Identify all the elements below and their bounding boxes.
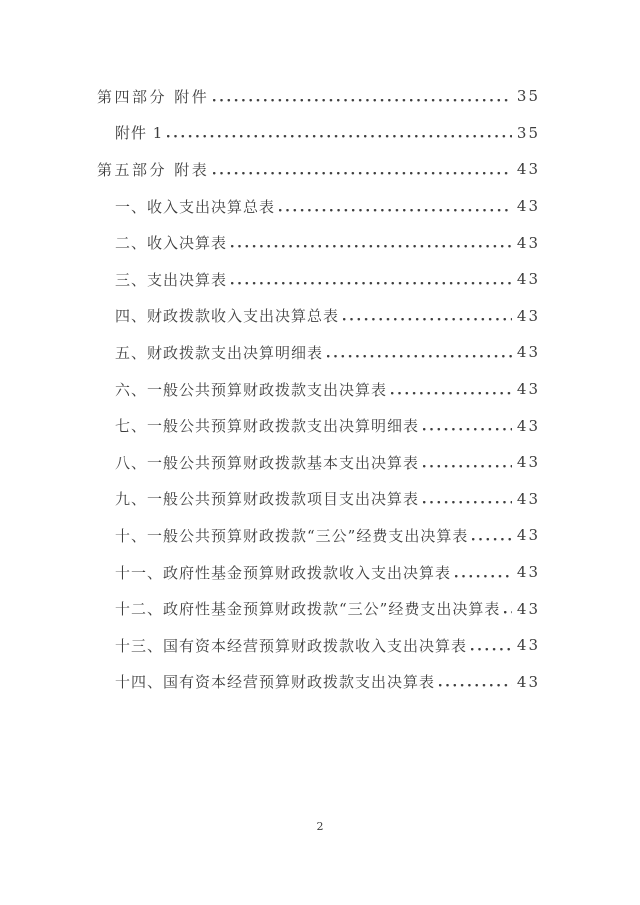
toc-entry: [97, 188, 540, 225]
toc-entry-label: 二、收入决算表: [115, 234, 228, 253]
toc-entry-page: 43: [516, 636, 540, 655]
toc-entry-page: 43: [516, 599, 540, 618]
toc-entry: [97, 115, 540, 152]
toc-entry: [97, 151, 540, 188]
toc-dot-leader: [423, 491, 512, 506]
toc-entry-page: 43: [516, 453, 540, 472]
toc-entry: [97, 554, 540, 591]
toc-entry-page: 43: [516, 526, 540, 545]
toc-dot-leader: [279, 199, 512, 214]
toc-entry-label: 九、一般公共预算财政拨款项目支出决算表: [115, 490, 420, 509]
toc-dot-leader: [327, 345, 512, 360]
toc-dot-leader: [439, 674, 512, 689]
toc-entry-page: 43: [516, 197, 540, 216]
toc-dot-leader: [213, 89, 512, 104]
toc-dot-leader: [231, 235, 512, 250]
toc-entry-page: 43: [516, 416, 540, 435]
toc-entry-page: 35: [516, 123, 540, 142]
table-of-contents: [97, 78, 540, 700]
toc-entry: [97, 261, 540, 298]
toc-dot-leader: [471, 638, 512, 653]
toc-entry: [97, 334, 540, 371]
toc-entry-page: 43: [516, 306, 540, 325]
toc-dot-leader: [167, 125, 512, 140]
toc-entry-page: 43: [516, 343, 540, 362]
toc-dot-leader: [213, 162, 512, 177]
toc-entry-label: 八、一般公共预算财政拨款基本支出决算表: [115, 453, 420, 472]
toc-entry-label: 附件 1: [115, 124, 164, 143]
toc-entry-label: 十、一般公共预算财政拨款“三公”经费支出决算表: [115, 526, 469, 545]
toc-entry: [97, 517, 540, 554]
toc-entry-label: 四、财政拨款收入支出决算总表: [115, 307, 340, 326]
toc-entry-label: 七、一般公共预算财政拨款支出决算明细表: [115, 417, 420, 436]
toc-dot-leader: [423, 455, 512, 470]
toc-entry: [97, 444, 540, 481]
toc-entry-label: 十二、政府性基金预算财政拨款“三公”经费支出决算表: [115, 600, 501, 619]
page-footer: [0, 820, 640, 833]
toc-entry: [97, 590, 540, 627]
toc-entry-page: 43: [516, 489, 540, 508]
toc-dot-leader: [472, 528, 512, 543]
toc-entry-page: 43: [516, 160, 540, 179]
toc-entry: [97, 371, 540, 408]
toc-entry-label: 十三、国有资本经营预算财政拨款收入支出决算表: [115, 636, 468, 655]
toc-entry-label: 第四部分 附件: [97, 87, 210, 106]
toc-entry-label: 第五部分 附表: [97, 160, 210, 179]
toc-dot-leader: [423, 418, 512, 433]
toc-entry: [97, 481, 540, 518]
footer-page-number: 2: [316, 820, 324, 833]
toc-entry-label: 三、支出决算表: [115, 270, 228, 289]
toc-entry: [97, 298, 540, 335]
toc-entry-page: 43: [516, 672, 540, 691]
toc-entry-label: 五、财政拨款支出决算明细表: [115, 343, 324, 362]
toc-entry-page: 43: [516, 563, 540, 582]
toc-entry: [97, 224, 540, 261]
toc-dot-leader: [504, 601, 512, 616]
toc-entry: [97, 627, 540, 664]
toc-dot-leader: [343, 308, 512, 323]
toc-dot-leader: [391, 382, 512, 397]
toc-dot-leader: [231, 272, 512, 287]
toc-entry-label: 六、一般公共预算财政拨款支出决算表: [115, 380, 388, 399]
toc-entry-label: 十四、国有资本经营预算财政拨款支出决算表: [115, 673, 436, 692]
toc-dot-leader: [455, 565, 512, 580]
toc-entry-page: 43: [516, 380, 540, 399]
toc-entry: [97, 664, 540, 701]
toc-entry-label: 十一、政府性基金预算财政拨款收入支出决算表: [115, 563, 452, 582]
toc-entry-page: 43: [516, 233, 540, 252]
toc-entry: [97, 78, 540, 115]
toc-entry-label: 一、收入支出决算总表: [115, 197, 276, 216]
toc-entry: [97, 407, 540, 444]
toc-entry-page: 43: [516, 270, 540, 289]
toc-entry-page: 35: [516, 87, 540, 106]
